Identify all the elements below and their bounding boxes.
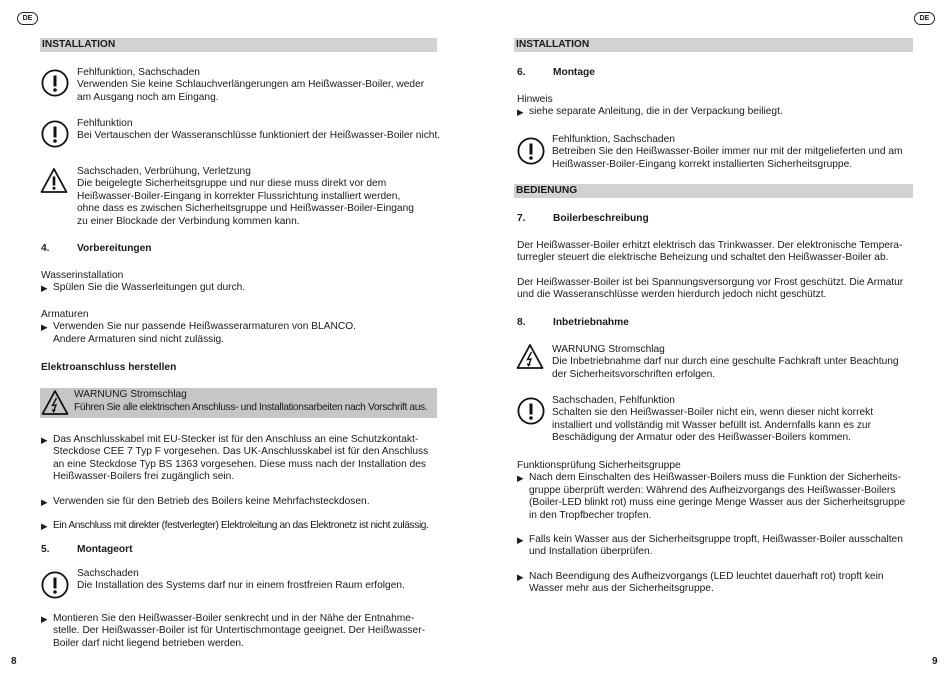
section-header-bedienung: BEDIENUNG <box>514 184 913 198</box>
warning-title: WARNUNG Stromschlag <box>74 389 187 400</box>
warning-text: Beschädigung der Armatur oder des Heißwasser-Boilers kommen. <box>552 432 851 444</box>
heading-number: 8. <box>517 317 526 328</box>
section-header-installation: INSTALLATION <box>514 38 913 52</box>
heading-title: Montageort <box>77 544 133 555</box>
right-page <box>475 0 950 674</box>
electric-warning-box <box>40 388 437 418</box>
warning-notice-8b <box>552 395 937 445</box>
warning-text: Betreiben Sie den Heißwasser-Boiler immer nur mit der mitgelieferten und am <box>552 146 903 158</box>
bullet-item: ▶ Spülen Sie die Wasserleitungen gut durch. <box>41 282 441 294</box>
heading-number: 6. <box>517 67 526 78</box>
subheading: Hinweis <box>517 94 553 105</box>
electric-hazard-icon <box>516 343 544 371</box>
paragraph: Der Heißwasser-Boiler ist bei Spannungsversorgung vor Frost geschützt. Die Armatur und die Wasseranschlüsse werden hierdurch jedoch nicht geschützt. <box>517 277 904 301</box>
bullet-item: ▶ Verwenden sie für den Betrieb des Boilers keine Mehrfachsteckdosen. <box>41 496 451 508</box>
subheading: Armaturen <box>41 309 89 320</box>
armaturen-block <box>41 309 441 346</box>
subheading: Wasserinstallation <box>41 270 124 281</box>
montage-bullet <box>41 613 451 650</box>
warning-notice-6 <box>552 134 937 171</box>
warning-text: Schalten sie den Heißwasser-Boiler nicht ein, wenn dieser nicht korrekt <box>552 407 874 419</box>
warning-text: am Ausgang noch am Eingang. <box>77 91 219 103</box>
warning-title: Sachschaden <box>77 568 139 579</box>
caution-circle-icon <box>41 571 69 599</box>
warning-title: Sachschaden, Fehlfunktion <box>552 395 675 406</box>
warning-triangle-icon <box>40 167 68 195</box>
warning-text: Führen Sie alle elektrischen Anschluss- und Installationsarbeiten nach Vorschrift aus. <box>74 402 428 413</box>
warning-notice-5 <box>77 568 447 593</box>
subheading: Funktionsprüfung Sicherheitsgruppe <box>517 460 681 471</box>
paragraph: Der Heißwasser-Boiler erhitzt elektrisch das Trinkwasser. Der elektronische Tempera- turregler steuert die elektrische Beheizung und schaltet den Heißwasser-Boiler ab. <box>517 240 903 264</box>
bullet-item: ▶ Nach Beendigung des Aufheizvorgangs (LED leuchtet dauerhaft rot) tropft kein Wasser mehr aus der Sicherheitsgruppe. <box>517 571 932 596</box>
hinweis-block <box>517 94 917 119</box>
heading-elektroanschluss: Elektroanschluss herstellen <box>41 362 177 373</box>
warning-title: Sachschaden, Verbrühung, Verletzung <box>77 166 251 177</box>
warning-text: Bei Vertauschen der Wasseranschlüsse funktioniert der Heißwasser-Boiler nicht. <box>77 130 441 142</box>
heading-montageort <box>41 544 132 556</box>
warning-title: WARNUNG Stromschlag <box>552 344 665 355</box>
warning-text: der Sicherheitsvorschriften erfolgen. <box>552 368 716 380</box>
warning-title: Fehlfunktion, Sachschaden <box>552 134 675 145</box>
heading-title: Montage <box>553 67 595 78</box>
heading-inbetriebnahme <box>517 317 629 329</box>
bullet-item: ▶ Ein Anschluss mit direkter (festverlegter) Elektroleitung an das Elektronetz ist nicht zulässig. <box>41 520 451 532</box>
heading-title: Vorbereitungen <box>77 243 152 254</box>
bullet-item: ▶ Nach dem Einschalten des Heißwasser-Boilers muss die Funktion der Sicherheits- gruppe überprüft werden: Während des Aufheizvorgangs des Heißwasser-Boilers (Boiler-LED blinkt rot) muss eine geringe Menge Wasser aus der Sicherheitsgruppe in den Tropfbecher tropfen. <box>517 472 932 522</box>
caution-circle-icon <box>41 120 69 148</box>
heading-title: Boilerbeschreibung <box>553 213 649 224</box>
bullet-continuation: Andere Armaturen sind nicht zulässig. <box>53 333 225 345</box>
warning-notice-2 <box>77 118 457 143</box>
warning-text: ohne dass es zwischen Sicherheitsgruppe und Heißwasser-Boiler-Eingang <box>77 203 414 215</box>
warning-notice-8a <box>552 344 937 381</box>
wasserinstallation-block <box>41 270 441 295</box>
heading-number: 7. <box>517 213 526 224</box>
caution-circle-icon <box>517 397 545 425</box>
warning-title: Fehlfunktion, Sachschaden <box>77 67 200 78</box>
caution-circle-icon <box>41 69 69 97</box>
bullet-item: ▶ Montieren Sie den Heißwasser-Boiler senkrecht und in der Nähe der Entnahme- stelle. Der Heißwasser-Boiler ist für Untertischmontage geeignet. Der Heißwasser- Boiler darf nicht liegend betrieben werden. <box>41 613 451 650</box>
heading-vorbereitungen <box>41 243 152 255</box>
electric-hazard-icon <box>41 389 69 417</box>
page-number: 8 <box>11 656 17 667</box>
caution-circle-icon <box>517 137 545 165</box>
warning-notice-3 <box>77 166 447 228</box>
bullet-item: ▶ Verwenden Sie nur passende Heißwasserarmaturen von BLANCO. <box>41 321 441 333</box>
bullet-item: ▶ siehe separate Anleitung, die in der Verpackung beiliegt. <box>517 106 917 118</box>
warning-text: Heißwasser-Boiler-Eingang in korrekter Flussrichtung installiert werden, <box>77 190 401 202</box>
heading-boilerbeschreibung <box>517 213 649 225</box>
warning-text: zu einer Blockade der Verbindung kommen kann. <box>77 215 300 227</box>
heading-number: 5. <box>41 544 50 555</box>
warning-title: Fehlfunktion <box>77 118 133 129</box>
warning-text: Die Installation des Systems darf nur in einem frostfreien Raum erfolgen. <box>77 580 405 592</box>
warning-notice-1 <box>77 67 447 104</box>
language-badge: DE <box>17 12 38 25</box>
page-number: 9 <box>932 656 938 667</box>
warning-text: Heißwasser-Boiler-Eingang korrekt installierten Sicherheitsgruppe. <box>552 158 853 170</box>
language-badge: DE <box>914 12 935 25</box>
warning-text: Die beigelegte Sicherheitsgruppe und nur diese muss direkt vor dem <box>77 178 387 190</box>
bullet-item: ▶ Falls kein Wasser aus der Sicherheitsgruppe tropft, Heißwasser-Boiler ausschalten und Installation überprüfen. <box>517 534 932 559</box>
warning-text: Die Inbetriebnahme darf nur durch eine geschulte Fachkraft unter Beachtung <box>552 356 899 368</box>
funktionspruefung-block <box>517 460 932 596</box>
heading-montage <box>517 67 595 79</box>
warning-text: installiert und vollständig mit Wasser befüllt ist. Andernfalls kann es zur <box>552 419 871 431</box>
bullet-item: ▶ Das Anschlusskabel mit EU-Stecker ist für den Anschluss an eine Schutzkontakt- Steckdose CEE 7 Typ F vorgesehen. Das UK-Anschlusskabel ist für den Anschluss an eine Steckdose Typ BS 1363 vorgesehen. Diese muss nach der Installation des Heißwasser-Boilers frei zugänglich sein. <box>41 434 451 484</box>
section-header-installation: INSTALLATION <box>40 38 437 52</box>
heading-title: Inbetriebnahme <box>553 317 629 328</box>
warning-text: Verwenden Sie keine Schlauchverlängerungen am Heißwasser-Boiler, weder <box>77 79 425 91</box>
heading-number: 4. <box>41 243 50 254</box>
bullet-list <box>41 434 451 532</box>
